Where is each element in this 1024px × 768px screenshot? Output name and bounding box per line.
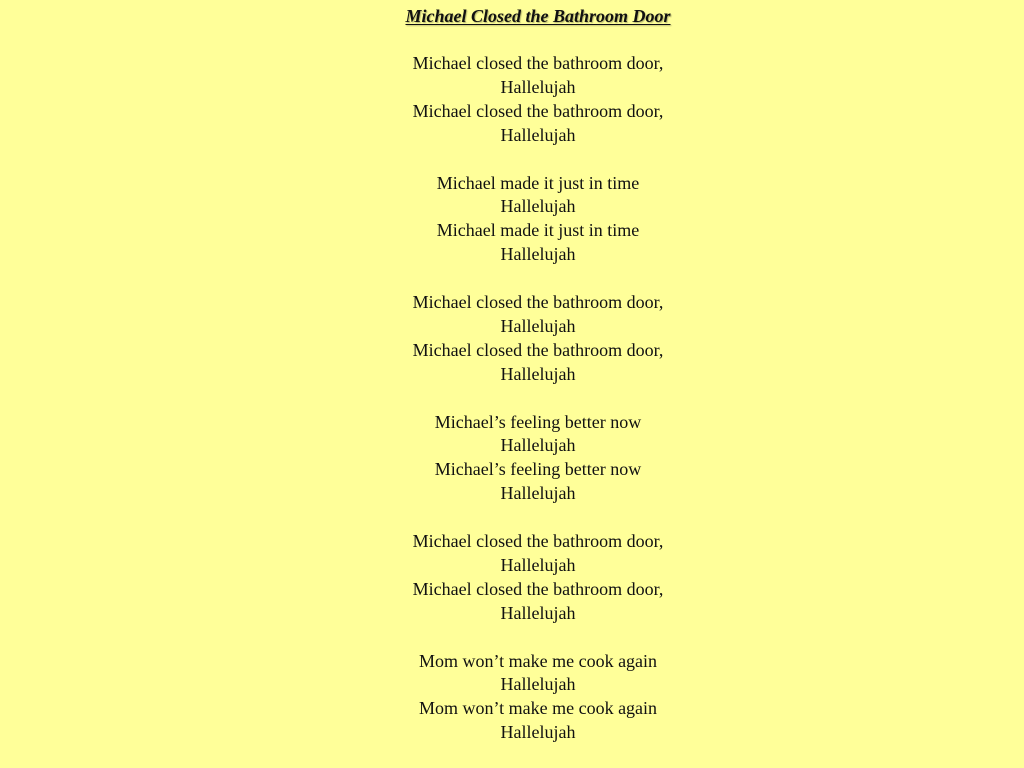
lyric-line: Hallelujah <box>500 124 576 145</box>
lyric-line: Mom won’t make me cook again <box>418 698 658 719</box>
lyric-line: Michael made it just in time <box>436 172 640 193</box>
lyric-line: Hallelujah <box>500 674 576 695</box>
lyric-line: Mom won’t make me cook again <box>418 650 658 671</box>
lyric-line: Hallelujah <box>500 722 576 743</box>
lyric-line: Michael closed the bathroom door, <box>412 53 664 73</box>
verse-6 <box>0 650 1024 746</box>
lyric-line: Michael closed the bathroom door, <box>412 339 664 360</box>
lyric-line: Michael closed the bathroom door, <box>412 531 664 552</box>
verse-1 <box>0 52 1024 148</box>
song-title: Michael Closed the Bathroom Door <box>405 6 671 26</box>
verse-2 <box>0 172 1024 268</box>
lyric-line: Hallelujah <box>500 76 576 97</box>
lyric-line: Michael closed the bathroom door, <box>412 578 664 599</box>
lyric-line: Hallelujah <box>500 483 576 504</box>
lyric-line: Hallelujah <box>500 435 576 456</box>
lyric-line: Hallelujah <box>500 196 576 217</box>
lyrics <box>0 52 1024 745</box>
verse-3 <box>0 291 1024 387</box>
lyric-line: Michael made it just in time <box>436 220 640 241</box>
lyric-line: Hallelujah <box>500 363 576 384</box>
lyric-line: Michael closed the bathroom door, <box>412 292 664 313</box>
verse-4 <box>0 411 1024 507</box>
lyric-line: Michael’s feeling better now <box>434 459 642 480</box>
verse-5 <box>0 530 1024 626</box>
lyric-line: Hallelujah <box>500 244 576 265</box>
lyric-line: Michael’s feeling better now <box>434 411 642 432</box>
lyric-line: Hallelujah <box>500 554 576 575</box>
lyric-line: Michael closed the bathroom door, <box>412 100 664 121</box>
lyric-line: Hallelujah <box>500 315 576 336</box>
lyric-line: Hallelujah <box>500 602 576 623</box>
